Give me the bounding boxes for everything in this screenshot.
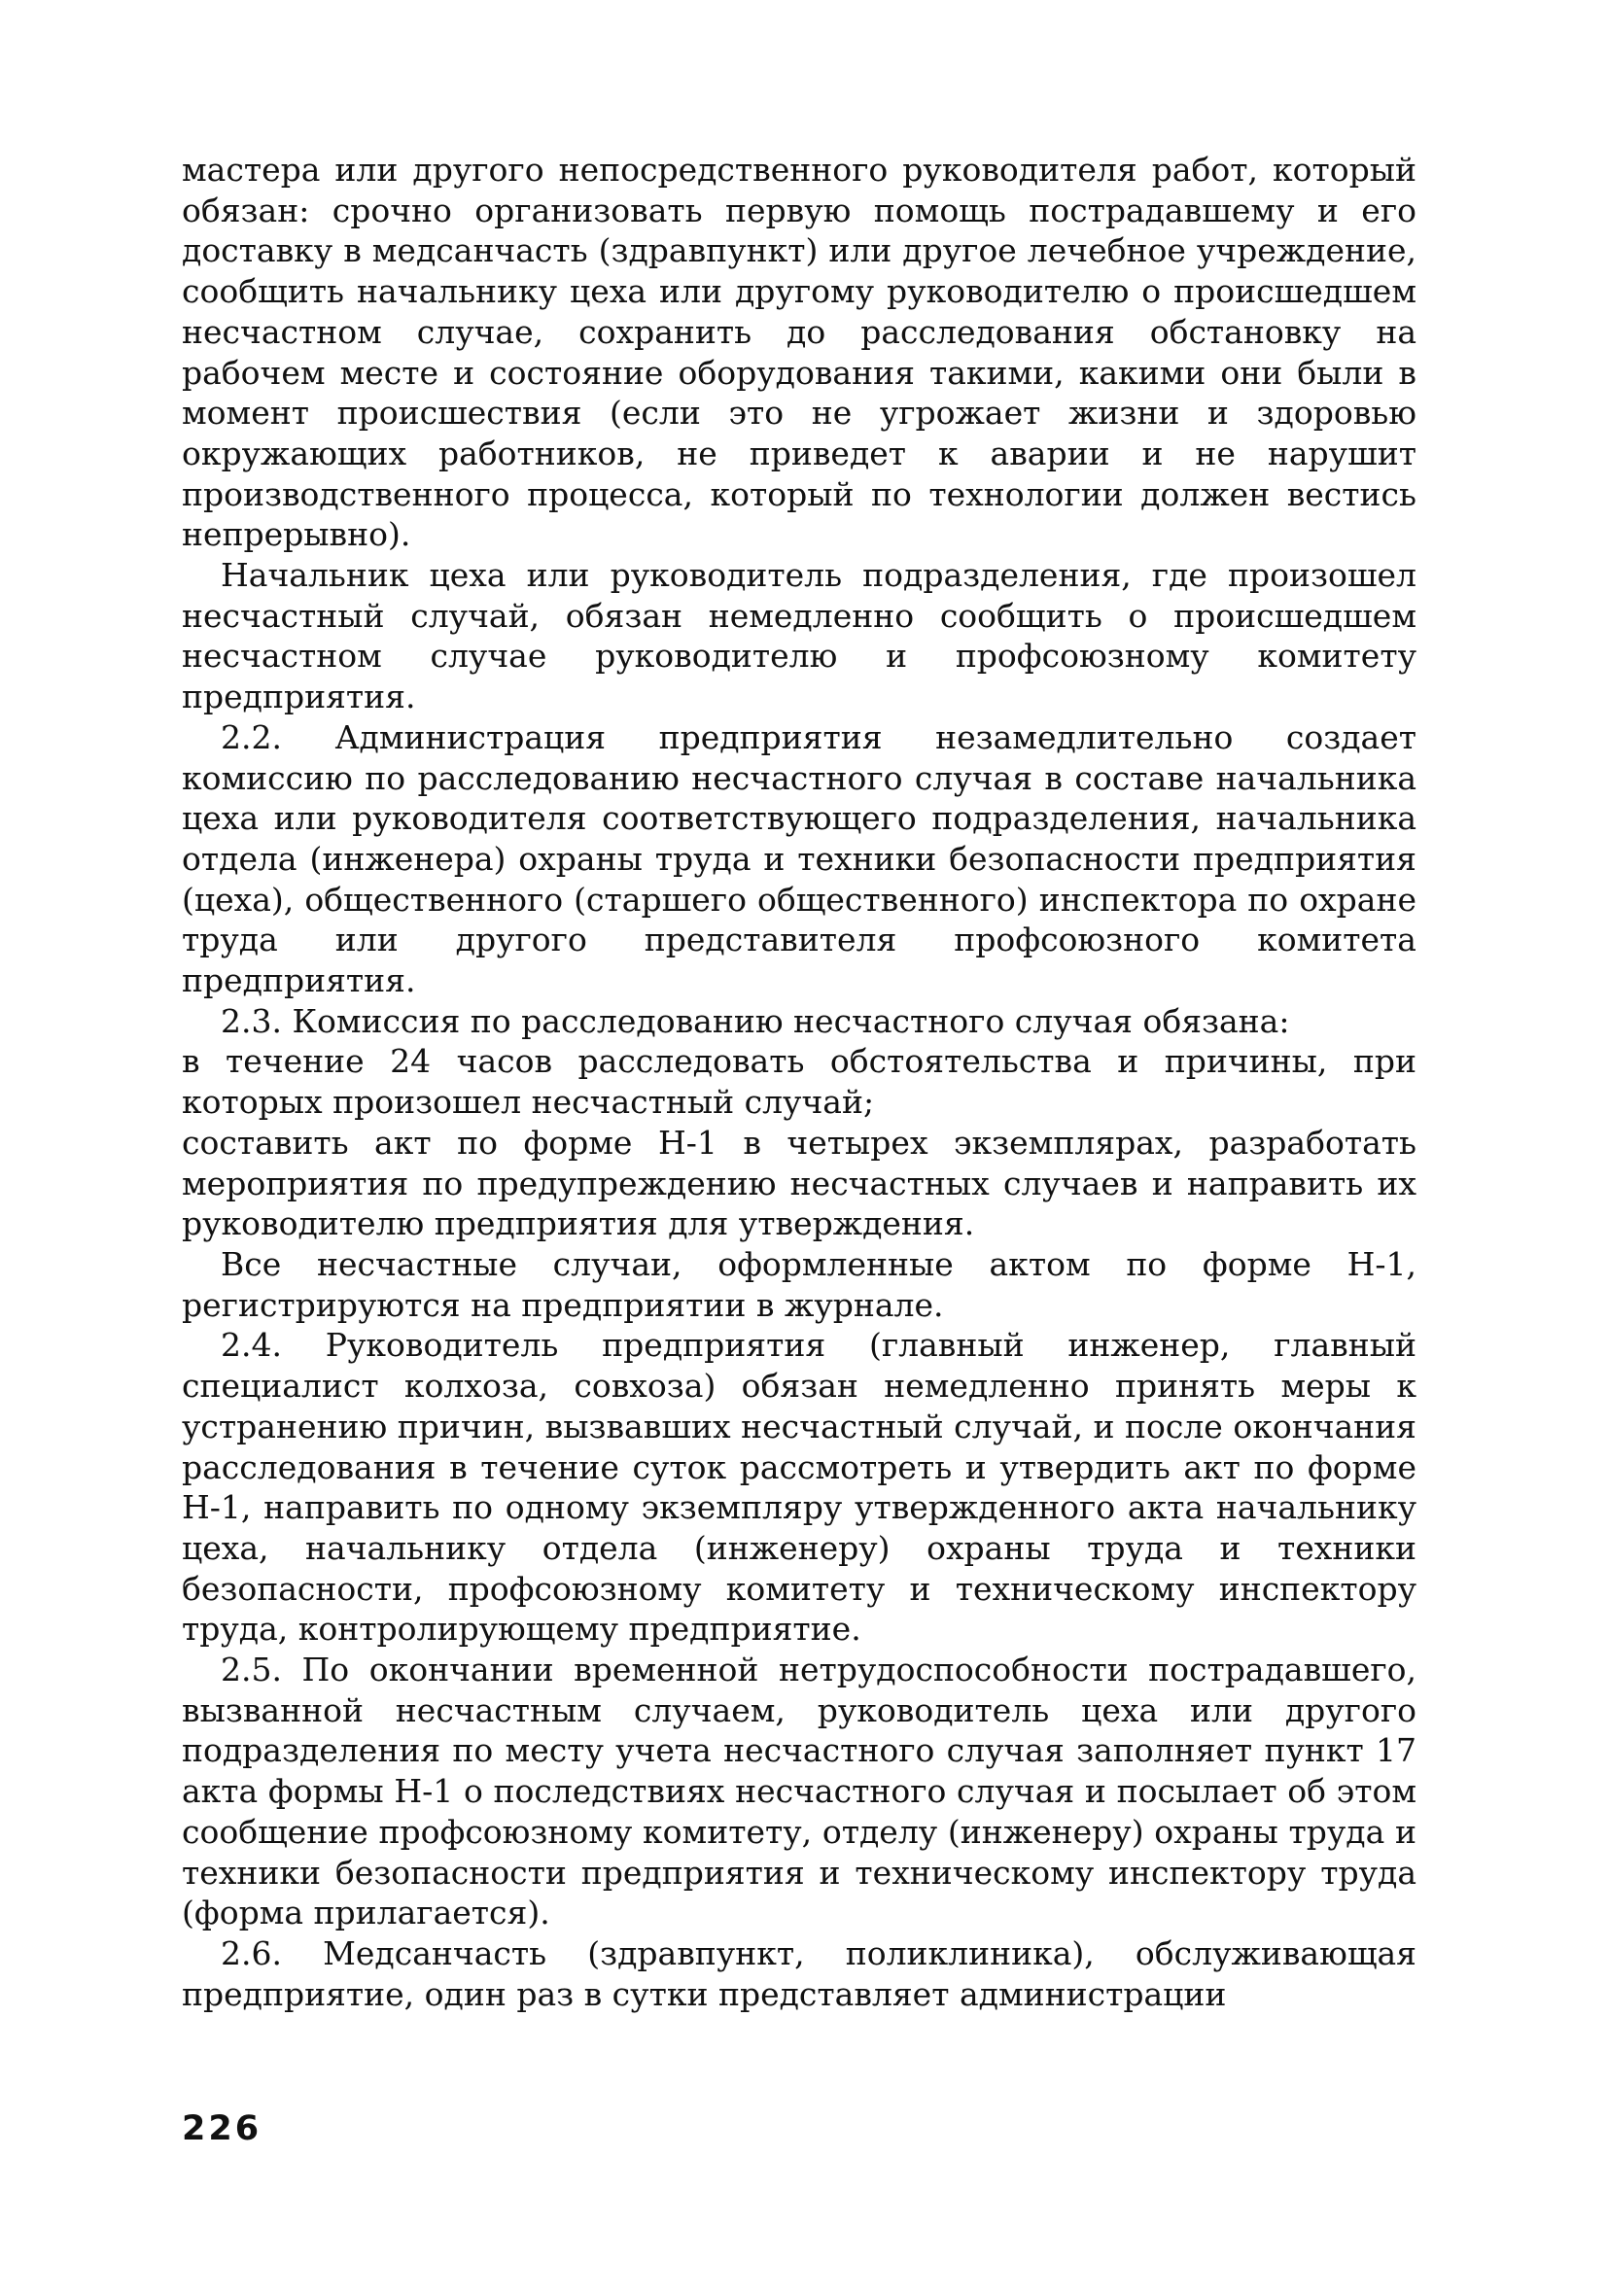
paragraph-2: Начальник цеха или руководитель подразделения, где произошел несчастный случай, обязан немедленно сообщить о происшедшем несчастном случае руководителю и профсоюзному комитету предприятия.: [182, 556, 1416, 716]
paragraph-1: мастера или другого непосредственного руководителя работ, который обязан: срочно организовать первую помощь пострадавшему и его доставку в медсанчасть (здравпункт) или другое лечебное учреждение, сообщить начальнику цеха или другому руководителю о происшедшем несчастном случае, сохранить до расследования обстановку на рабочем месте и состояние оборудования такими, какими они были в момент происшествия (если это не угрожает жизни и здоровью окружающих работников, не приведет к аварии и не нарушит производственного процесса, который по технологии должен вестись непрерывно).: [182, 151, 1416, 554]
paragraph-5: в течение 24 часов расследовать обстоятельства и причины, при которых произошел несчастный случай;: [182, 1042, 1416, 1122]
paragraph-4: 2.3. Комиссия по расследованию несчастного случая обязана:: [221, 1001, 1290, 1040]
paragraph-9: 2.5. По окончании временной нетрудоспособности пострадавшего, вызванной несчастным случаем, руководитель цеха или другого подразделения по месту учета несчастного случая заполняет пункт 17 акта формы Н-1 о последствиях несчастного случая и посылает об этом сообщение профсоюзному комитету, отделу (инженеру) охраны труда и техники безопасности предприятия и техническому инспектору труда (форма прилагается).: [182, 1651, 1416, 1932]
paragraph-10: 2.6. Медсанчасть (здравпункт, поликлиника), обслуживающая предприятие, один раз в сутки представляет администрации: [182, 1933, 1416, 2013]
paragraph-7: Все несчастные случаи, оформленные актом по форме Н-1, регистрируются на предприятии в журнале.: [182, 1244, 1416, 1324]
page-body: [182, 150, 1416, 2014]
paragraph-3: 2.2. Администрация предприятия незамедлительно создает комиссию по расследованию несчастного случая в составе начальника цеха или руководителя соответствующего подразделения, начальника отдела (инженера) охраны труда и техники безопасности предприятия (цеха), общественного (старшего общественного) инспектора по охране труда или другого представителя профсоюзного комитета предприятия.: [182, 717, 1416, 1000]
paragraph-6: составить акт по форме Н-1 в четырех экземплярах, разработать мероприятия по предупреждению несчастных случаев и направить их руководителю предприятия для утверждения.: [182, 1123, 1416, 1243]
paragraph-8: 2.4. Руководитель предприятия (главный инженер, главный специалист колхоза, совхоза) обязан немедленно принять меры к устранению причин, вызвавших несчастный случай, и после окончания расследования в течение суток рассмотреть и утвердить акт по форме Н-1, направить по одному экземпляру утвержденного акта начальнику цеха, начальнику отдела (инженеру) охраны труда и техники безопасности, профсоюзному комитету и техническому инспектору труда, контролирующему предприятие.: [182, 1326, 1416, 1649]
page-number: 226: [182, 2109, 262, 2148]
